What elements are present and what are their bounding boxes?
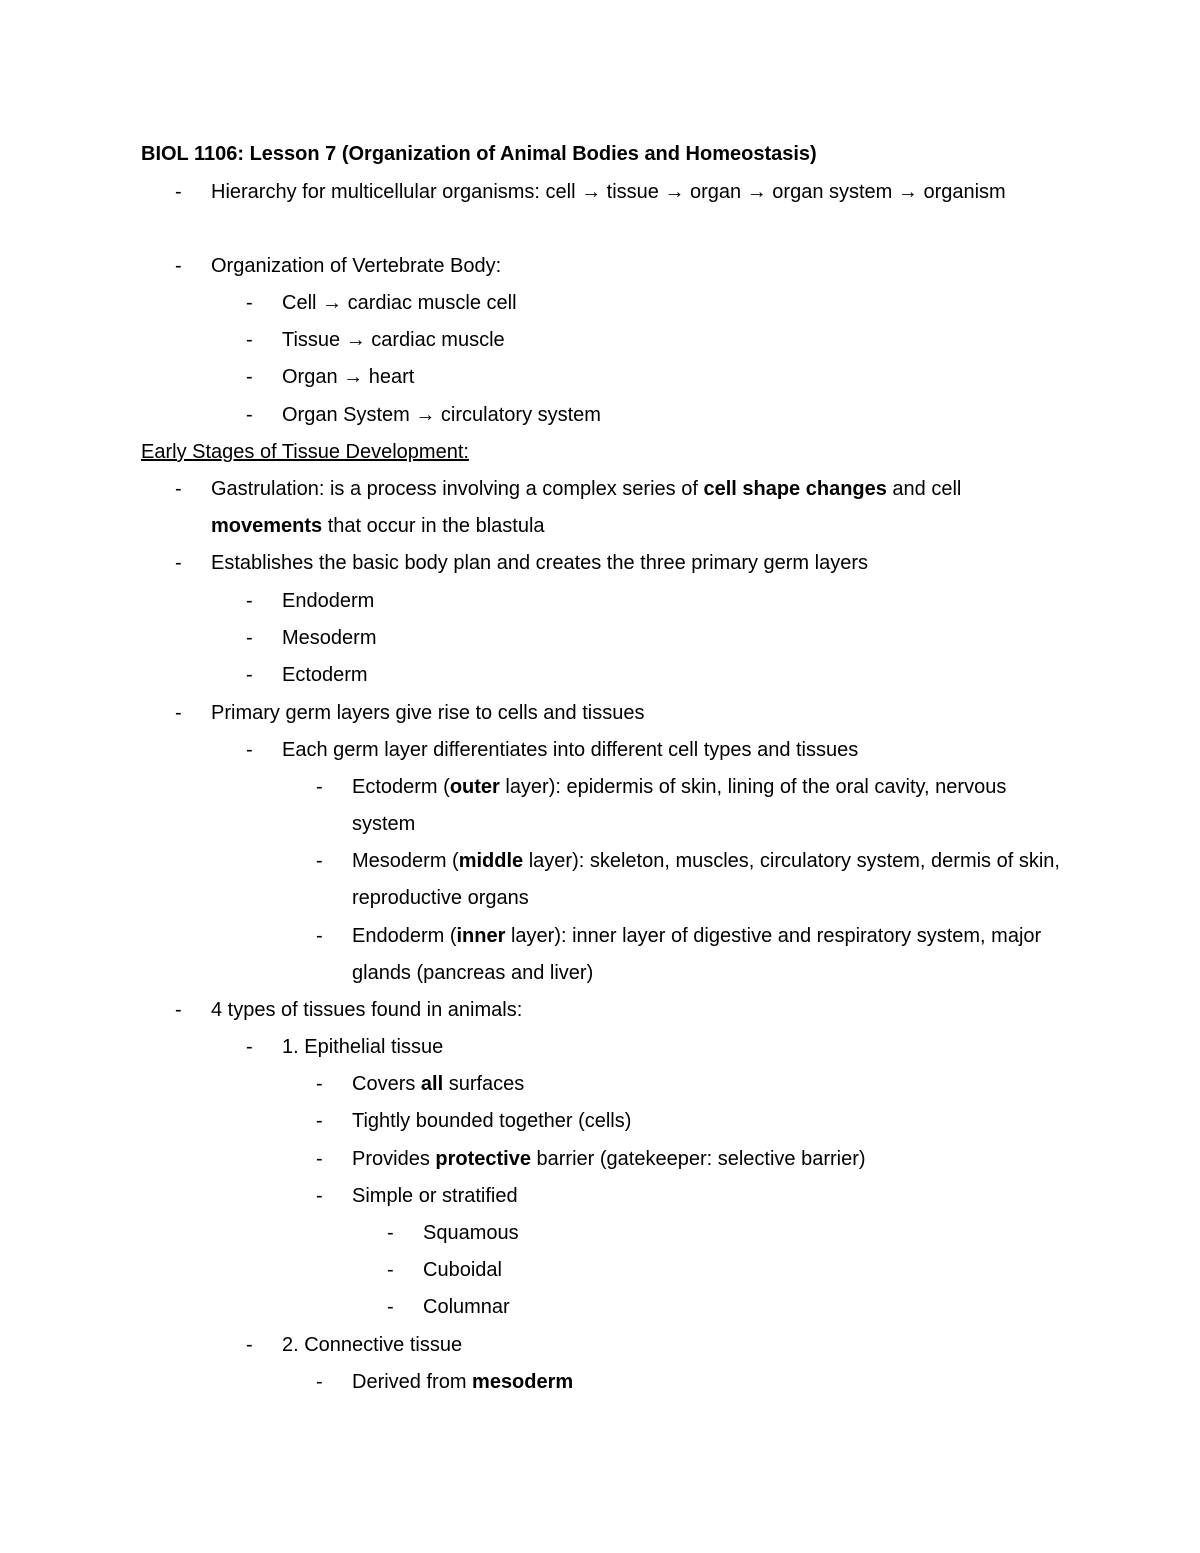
list-item xyxy=(246,583,1072,620)
bullet-dash: - xyxy=(387,1259,394,1281)
bullet-dash: - xyxy=(246,627,253,649)
bullet-dash: - xyxy=(246,1036,253,1058)
list-item xyxy=(316,918,1072,992)
text-run: Mesoderm ( xyxy=(352,850,459,872)
list-item-text xyxy=(352,1364,1072,1401)
bold-term: cell shape changes xyxy=(703,478,887,500)
list-item xyxy=(316,769,1072,843)
list-item xyxy=(316,1066,1072,1103)
list-item xyxy=(316,1364,1072,1401)
bold-term: mesoderm xyxy=(472,1371,574,1393)
list-item xyxy=(387,1289,1073,1326)
text-run: barrier (gatekeeper: selective barrier) xyxy=(530,1148,866,1170)
text-run: surfaces xyxy=(443,1073,525,1095)
section-heading: Early Stages of Tissue Development: xyxy=(141,441,469,463)
text-run: Derived from xyxy=(352,1371,473,1393)
list-item xyxy=(246,657,1072,694)
list-item xyxy=(246,1029,1072,1066)
list-item xyxy=(246,359,1072,396)
list-item xyxy=(246,1327,1072,1364)
text-run: and cell xyxy=(886,478,962,500)
list-item xyxy=(246,732,1072,769)
bullet-dash: - xyxy=(175,552,182,574)
list-item-text: Cell → cardiac muscle cell xyxy=(282,292,517,314)
list-item xyxy=(246,620,1072,657)
bold-term: outer xyxy=(449,776,500,798)
bullet-dash: - xyxy=(316,1110,323,1132)
bullet-dash: - xyxy=(316,925,323,947)
list-item-text: Endoderm xyxy=(282,590,375,612)
list-item-text: Organization of Vertebrate Body: xyxy=(211,255,502,277)
list-item xyxy=(316,1103,1072,1140)
bold-term: all xyxy=(420,1073,444,1095)
list-item-text: Organ System → circulatory system xyxy=(282,404,601,426)
list-item-text: 1. Epithelial tissue xyxy=(282,1036,444,1058)
text-run: Covers xyxy=(352,1073,421,1095)
list-item-text: Organ → heart xyxy=(282,366,415,388)
list-item xyxy=(246,397,1072,434)
list-item xyxy=(316,1141,1072,1178)
bullet-dash: - xyxy=(387,1222,394,1244)
text-run: Ectoderm ( xyxy=(352,776,450,798)
list-item-text: 4 types of tissues found in animals: xyxy=(211,999,523,1021)
list-item-text xyxy=(352,1066,1072,1103)
bullet-dash: - xyxy=(175,478,182,500)
bullet-dash: - xyxy=(175,999,182,1021)
list-item xyxy=(175,471,1071,545)
list-item-text: Squamous xyxy=(423,1222,519,1244)
list-item-text: Simple or stratified xyxy=(352,1185,518,1207)
bullet-dash: - xyxy=(246,404,253,426)
list-item xyxy=(246,285,1072,322)
text-run: layer): inner layer of digestive and respiratory system, major glands (pancreas and liver) xyxy=(352,925,1042,984)
list-item xyxy=(246,322,1072,359)
bold-term: inner xyxy=(456,925,506,947)
bullet-dash: - xyxy=(316,1073,323,1095)
bullet-dash: - xyxy=(246,292,253,314)
bullet-dash: - xyxy=(316,1371,323,1393)
list-item-text xyxy=(352,843,1072,917)
text-run: that occur in the blastula xyxy=(322,515,545,537)
bullet-dash: - xyxy=(246,590,253,612)
list-item-text: Cuboidal xyxy=(423,1259,502,1281)
text-run: Provides xyxy=(352,1148,436,1170)
bullet-dash: - xyxy=(246,366,253,388)
bullet-dash: - xyxy=(246,1334,253,1356)
list-item xyxy=(316,1178,1072,1215)
bold-term: movements xyxy=(211,515,323,537)
bullet-dash: - xyxy=(316,1148,323,1170)
list-item-text xyxy=(352,1141,1072,1178)
bullet-dash: - xyxy=(175,255,182,277)
list-item-text: Tightly bounded together (cells) xyxy=(352,1110,632,1132)
list-item xyxy=(175,174,1071,211)
list-item-text: Mesoderm xyxy=(282,627,377,649)
list-item-text: Each germ layer differentiates into different cell types and tissues xyxy=(282,739,859,761)
bold-term: middle xyxy=(458,850,524,872)
bullet-dash: - xyxy=(246,329,253,351)
list-item xyxy=(387,1252,1073,1289)
list-item xyxy=(316,843,1072,917)
list-item-text: 2. Connective tissue xyxy=(282,1334,463,1356)
text-run: layer): skeleton, muscles, circulatory system, dermis of skin, reproductive organs xyxy=(352,850,1060,909)
bullet-dash: - xyxy=(316,850,323,872)
text-run: Endoderm ( xyxy=(352,925,457,947)
bullet-dash: - xyxy=(316,776,323,798)
list-item-text: Tissue → cardiac muscle xyxy=(282,329,505,351)
bullet-dash: - xyxy=(387,1296,394,1318)
list-item-text: Columnar xyxy=(423,1296,510,1318)
text-run: Gastrulation: is a process involving a complex series of xyxy=(211,478,704,500)
list-item xyxy=(387,1215,1073,1252)
bullet-dash: - xyxy=(316,1185,323,1207)
list-item xyxy=(175,545,1071,582)
list-item-text: Ectoderm xyxy=(282,664,368,686)
list-item xyxy=(175,695,1071,732)
list-item-text: Hierarchy for multicellular organisms: cell → tissue → organ → organ system → organism xyxy=(211,181,1006,203)
list-item-text: Establishes the basic body plan and creates the three primary germ layers xyxy=(211,552,869,574)
list-item-text xyxy=(352,918,1072,992)
list-item xyxy=(175,992,1071,1029)
document-title: BIOL 1106: Lesson 7 (Organization of Animal Bodies and Homeostasis) xyxy=(141,143,817,165)
text-run: layer): epidermis of skin, lining of the oral cavity, nervous system xyxy=(352,776,1007,835)
list-item-text: Primary germ layers give rise to cells and tissues xyxy=(211,702,645,724)
bullet-dash: - xyxy=(175,181,182,203)
bullet-dash: - xyxy=(246,739,253,761)
bullet-dash: - xyxy=(246,664,253,686)
list-item-text xyxy=(352,769,1072,843)
list-item xyxy=(175,248,1071,285)
bold-term: protective xyxy=(435,1148,531,1170)
bullet-dash: - xyxy=(175,702,182,724)
list-item-text xyxy=(211,471,1071,545)
